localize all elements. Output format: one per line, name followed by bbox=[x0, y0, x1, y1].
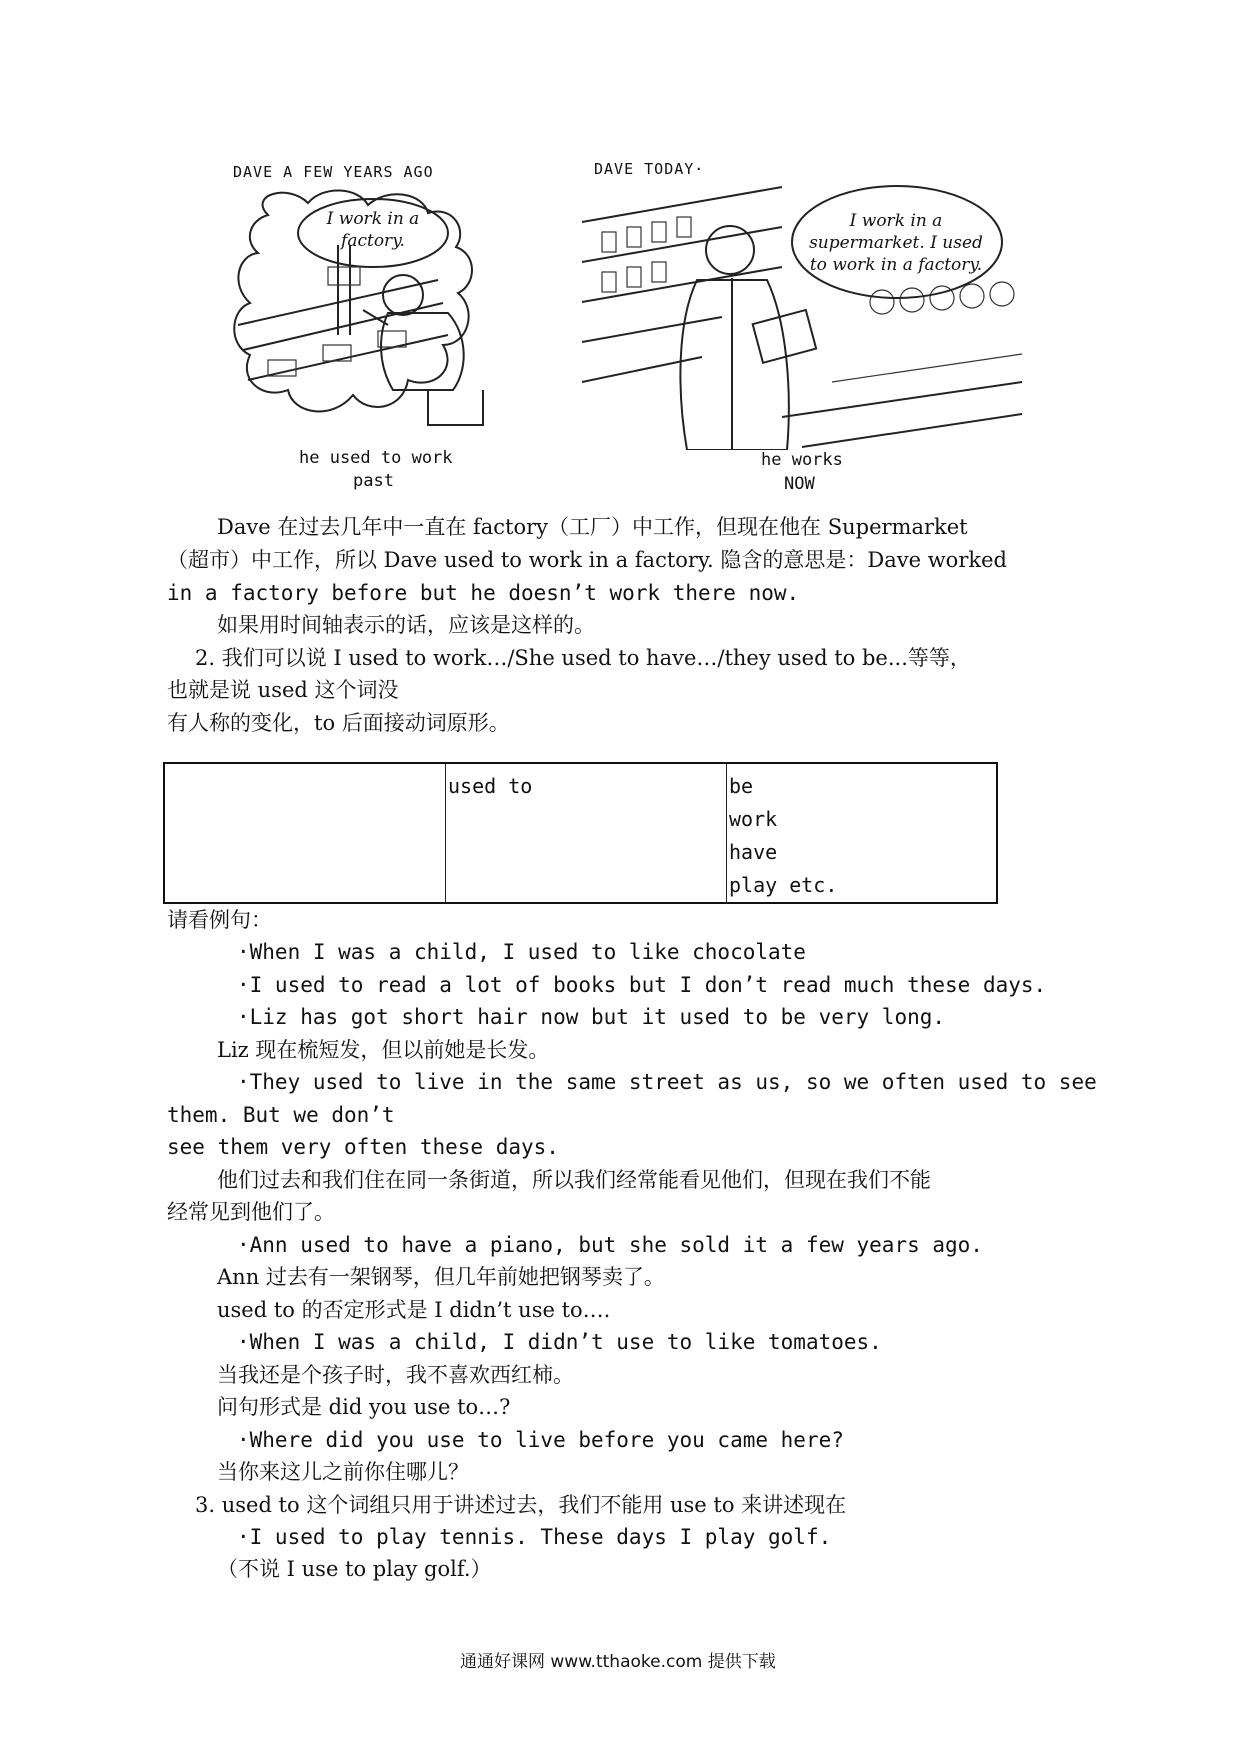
paragraph1-line3: in a factory before but he doesn’t work there now. bbox=[167, 581, 800, 605]
examples-intro: 请看例句： bbox=[167, 908, 272, 932]
table-cell-verbs bbox=[727, 763, 998, 903]
left-caption-line1: he used to work bbox=[299, 448, 453, 468]
point3-example: ·I used to play tennis. These days I play golf. bbox=[237, 1525, 832, 1549]
point3-line1: 3. used to 这个词组只用于讲述过去，我们不能用 use to 来讲述现在 bbox=[195, 1493, 847, 1517]
example-4-line1: ·They used to live in the same street as us, so we often used to see bbox=[237, 1070, 1097, 1094]
example-4-translation-line1: 他们过去和我们住在同一条街道，所以我们经常能看见他们，但现在我们不能 bbox=[217, 1168, 931, 1192]
question-form-intro: 问句形式是 did you use to…? bbox=[217, 1395, 511, 1419]
paragraph1-line1: Dave 在过去几年中一直在 factory（工厂）中工作，但现在他在 Supermarket bbox=[217, 515, 968, 539]
left-caption-line2: past bbox=[353, 471, 394, 491]
point3-note: （不说 I use to play golf.） bbox=[217, 1557, 492, 1581]
used-to-structure-table bbox=[163, 762, 998, 904]
point2-line3: 有人称的变化，to 后面接动词原形。 bbox=[167, 711, 510, 735]
example-4-line3: see them very often these days. bbox=[167, 1135, 559, 1159]
right-caption-line2: NOW bbox=[784, 474, 815, 494]
example-6: ·When I was a child, I didn’t use to like tomatoes. bbox=[237, 1330, 882, 1354]
right-speech-bubble-text: I work in a supermarket. I used to work in a factory. bbox=[809, 211, 983, 275]
example-5: ·Ann used to have a piano, but she sold it a few years ago. bbox=[237, 1233, 983, 1257]
right-illustration-heading: DAVE TODAY· bbox=[594, 160, 705, 178]
table-row bbox=[164, 763, 997, 903]
point2-line1: 2. 我们可以说 I used to work…/She used to have…/they used to be...等等， bbox=[195, 646, 971, 670]
paragraph1-line2: （超市）中工作，所以 Dave used to work in a factory. 隐含的意思是：Dave worked bbox=[167, 548, 1007, 572]
table-cell-used-to: used to bbox=[446, 763, 727, 903]
example-2: ·I used to read a lot of books but I don’t read much these days. bbox=[237, 973, 1047, 997]
right-caption-line1: he works bbox=[761, 450, 843, 470]
example-3-translation: Liz 现在梳短发，但以前她是长发。 bbox=[217, 1038, 550, 1062]
example-7: ·Where did you use to live before you came here? bbox=[237, 1428, 844, 1452]
point2-line2: 也就是说 used 这个词没 bbox=[167, 678, 399, 702]
verb-item: have bbox=[729, 840, 778, 864]
verb-item: play etc. bbox=[729, 873, 838, 897]
example-1: ·When I was a child, I used to like chocolate bbox=[237, 940, 806, 964]
example-6-translation: 当我还是个孩子时，我不喜欢西红柿。 bbox=[217, 1363, 574, 1387]
table-cell-subject bbox=[164, 763, 446, 903]
footer-credit: 通通好课网 www.tthaoke.com 提供下载 bbox=[460, 1652, 776, 1672]
verb-item: be bbox=[729, 774, 754, 798]
left-illustration-heading: DAVE A FEW YEARS AGO bbox=[233, 163, 434, 181]
example-5-translation: Ann 过去有一架钢琴，但几年前她把钢琴卖了。 bbox=[217, 1265, 665, 1289]
example-3: ·Liz has got short hair now but it used to be very long. bbox=[237, 1005, 946, 1029]
example-7-translation: 当你来这儿之前你住哪儿？ bbox=[217, 1460, 469, 1484]
verb-item: work bbox=[729, 807, 778, 831]
negative-form-intro: used to 的否定形式是 I didn’t use to…. bbox=[217, 1298, 611, 1322]
left-speech-bubble-text: I work in a factory. bbox=[326, 209, 420, 251]
example-4-translation-line2: 经常见到他们了。 bbox=[167, 1200, 335, 1224]
paragraph1-line4: 如果用时间轴表示的话，应该是这样的。 bbox=[217, 613, 595, 637]
example-4-line2: them. But we don’t bbox=[167, 1103, 395, 1127]
